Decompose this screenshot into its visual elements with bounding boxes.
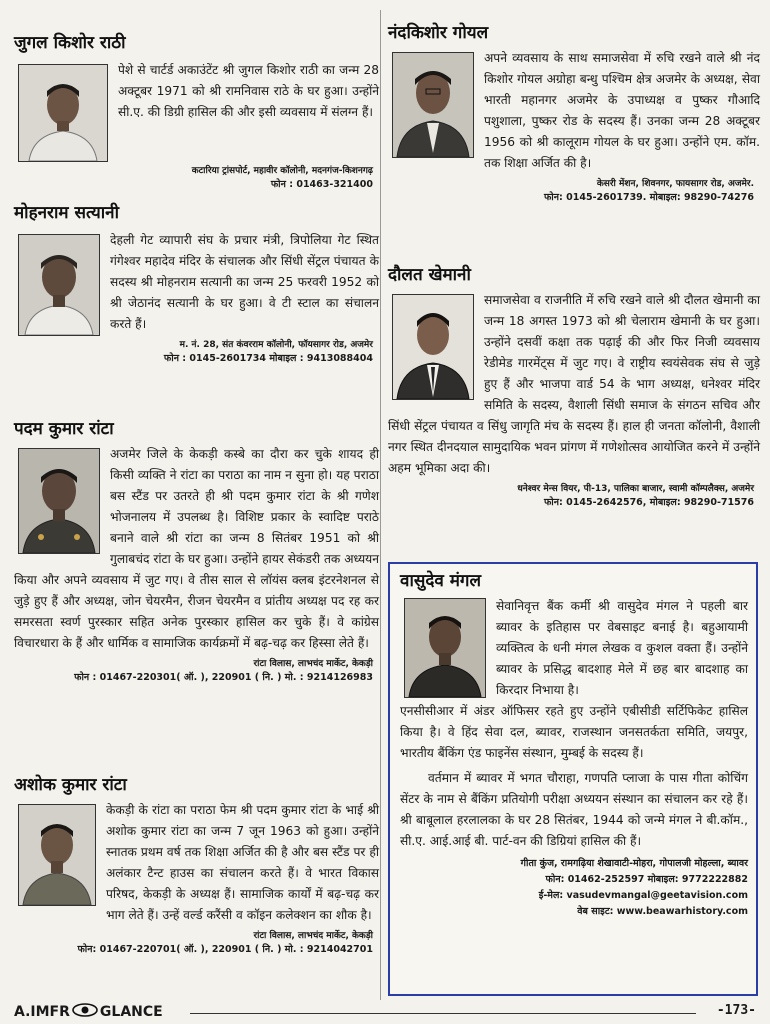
profile-ashok-kumar-ranta bbox=[14, 774, 379, 957]
profile-website[interactable]: वेब साइट: www.beawarhistory.com bbox=[577, 906, 748, 917]
profile-address: रांटा विलास, लाभचंद मार्केट, केकड़ी bbox=[253, 659, 373, 669]
page-footer bbox=[14, 1003, 756, 1021]
profile-address: केसरी मेंशन, शिवनगर, फायसागर रोड, अजमेर. bbox=[596, 179, 754, 189]
profile-nandkishor-goyal bbox=[388, 22, 760, 205]
profile-address: म. नं. 28, संत कंवरराम कॉलोनी, फॉयसागर रोड, अजमेर bbox=[179, 340, 373, 350]
profile-bio-paragraph-1: सेवानिवृत्त बैंक कर्मी श्री वासुदेव मंगल ने पहली बार ब्यावर के इतिहास पर वेबसाइट बनाई है। बहुआयामी व्यक्तित्व के धनी मंगल लेखक व कुशल वक्ता हैं। उन्होंने ब्यावर के प्रसिद्ध बादशाह मेले में छह बार बादशाह का किरदार निभाया है। bbox=[496, 599, 748, 697]
profile-padam-kumar-ranta bbox=[14, 418, 379, 685]
footer-rule bbox=[190, 1013, 696, 1014]
portrait-photo bbox=[18, 234, 100, 336]
page-number: -173- bbox=[716, 1003, 756, 1018]
portrait-photo bbox=[18, 64, 108, 162]
profile-bio-paragraph-3: वर्तमान में ब्यावर में भगत चौराहा, गणपति प्लाजा के पास गीता कोचिंग सेंटर के नाम से बैंकिंग प्रतियोगी परीक्षा अध्ययन संस्थान का संचालन कर रहे हैं। श्री बाबूलाल हरलालका के घर 28 सितंबर, 1944 को जन्मे मंगल ने बी.कॉम., सी.ए. आई.आई बी. पार्ट-वन की डिग्रियां हासिल की हैं। bbox=[400, 771, 748, 848]
profile-name: मोहनराम सत्यानी bbox=[14, 203, 119, 223]
eye-icon bbox=[72, 1003, 98, 1021]
profile-name: जुगल किशोर राठी bbox=[14, 33, 126, 53]
profile-name: पदम कुमार रांटा bbox=[14, 419, 114, 439]
profile-address: रांटा विलास, लाभचंद मार्केट, केकड़ी bbox=[253, 931, 373, 941]
profile-phone: फोन: 0145-2642576, मोबाइल: 98290-71576 bbox=[543, 497, 754, 508]
profile-phone: फोन : 0145-2601734 मोबाइल : 9413088404 bbox=[163, 353, 373, 364]
profile-name: वासुदेव मंगल bbox=[400, 571, 482, 591]
profile-bio: केकड़ी के रांटा का पराठा फेम श्री पदम कुमार रांटा के भाई श्री अशोक कुमार रांटा का जन्म 7 जून 1963 को हुआ। उन्होंने स्नातक प्रथम वर्ष तक शिक्षा अर्जित की है और बस स्टैंड पर ही अलंकार टैन्ट हाउस का संचालन करते हैं। वे भारत विकास परिषद, केकड़ी के अध्यक्ष हैं। सामाजिक कार्यों में बढ़-चढ़ कर भाग लेते हैं। उन्हें वर्ल्ड करैंसी व कॉइन कलेक्शन का शौक है। bbox=[106, 803, 379, 922]
profile-address: कटारिया ट्रांसपोर्ट, महावीर कॉलोनी, मदनगंज-किशनगढ़ bbox=[191, 166, 373, 176]
profile-vasudev-mangal-box bbox=[388, 562, 758, 996]
portrait-photo bbox=[392, 294, 474, 400]
profile-name: अशोक कुमार रांटा bbox=[14, 775, 127, 795]
profile-bio: समाजसेवा व राजनीति में रुचि रखने वाले श्री दौलत खेमानी का जन्म 18 अगस्त 1973 को श्री चेलाराम खेमानी के घर हुआ। उन्होंने दसवीं कक्षा तक पढ़ाई की और फिर निजी व्यवसाय रेडीमेड गारमेंट्स में जुट गए। वे राष्ट्रीय स्वयंसेवक संघ से जुड़े हुए हैं और भाजपा वार्ड 54 के भाग अध्यक्ष, धनेश्वर मंदिर समिति के सदस्य, वैशाली सिंधी समाज के संगठन सचिव और सिंधी सेंट्रल पंचायत व सिंधु जागृति मंच के सदस्य हैं। हाल ही जनता कॉलोनी, वैशाली नगर स्थित दीनदयाल सामुदायिक भवन प्रांगण में गणेशोत्सव आयोजित करने में उन्होंने अहम भूमिका अदा की। bbox=[388, 293, 760, 475]
profile-address: धनेश्वर मेन्स वियर, पी-13, पालिका बाजार, स्वामी कॉम्पलैक्स, अजमेर bbox=[517, 484, 754, 494]
profile-bio: अपने व्यवसाय के साथ समाजसेवा में रुचि रखने वाले श्री नंद किशोर गोयल अग्रोहा बन्धु पश्चिम क्षेत्र अजमेर के अध्यक्ष, सेवा भारती महानगर अजमेर के उपाध्यक्ष व पुष्कर गौआदि पशुशाला, पुष्कर रोड के सदस्य हैं। उनका जन्म 28 अक्टूबर 1956 को श्री कालूराम गोयल के घर हुआ। उन्होंने एम. कॉम. तक शिक्षा अर्जित की है। bbox=[484, 51, 760, 170]
column-divider bbox=[380, 10, 381, 1000]
profile-phone: फोन: 01467-220701( ऑ. ), 220901 ( नि. ) मो. : 9214042701 bbox=[77, 944, 373, 955]
profile-email[interactable]: ई-मेल: vasudevmangal@geetavision.com bbox=[538, 890, 748, 901]
profile-bio: देहली गेट व्यापारी संघ के प्रचार मंत्री, त्रिपोलिया गेट स्थित गंगेश्वर महादेव मंदिर के संचालक और सिंधी सेंट्रल पंचायत के सदस्य श्री मोहनराम सत्यानी का जन्म 25 फरवरी 1952 को श्री जेठानंद सत्यानी के घर हुआ। वे टी स्टाल का संचालन करते हैं। bbox=[110, 233, 379, 331]
profile-phone: फोन: 0145-2601739. मोबाइल: 98290-74276 bbox=[543, 192, 754, 203]
profile-bio-paragraph-2: एनसीसीआर में अंडर ऑफिसर रहते हुए उन्होंने एबीसीडी सर्टिफिकेट हासिल किया है। वे हिंद सेवा दल, ब्यावर, राजस्थान जनसतर्कता समिति, जयपुर, भारतीय बैंकिंग एंड फाइनेंस संस्थान, मुम्बई के सदस्य हैं। bbox=[400, 704, 748, 760]
profile-daulat-khemani bbox=[388, 264, 760, 510]
publication-logo bbox=[14, 1003, 163, 1021]
portrait-photo bbox=[404, 598, 486, 698]
profile-phone: फोन: 01462-252597 मोबाइल: 9772222882 bbox=[545, 874, 748, 885]
profile-phone: फोन : 01463-321400 bbox=[270, 179, 373, 190]
logo-text-left: A.IMFR bbox=[14, 1004, 70, 1020]
logo-text-right: GLANCE bbox=[99, 1004, 163, 1020]
profile-phone: फोन : 01467-220301( ऑ. ), 220901 ( नि. ) मो. : 9214126983 bbox=[74, 672, 373, 683]
portrait-photo bbox=[18, 804, 96, 906]
profile-bio: अजमेर जिले के केकड़ी कस्बे का दौरा कर चुके शायद ही किसी व्यक्ति ने रांटा का पराठा का नाम न सुना हो। यह पराठा बस स्टैंड पर उतरते ही श्री पदम कुमार रांटा के श्री गणेश भोजनालय में उपलब्ध है। विशिष्ट प्रकार के स्वादिष्ट पराठे बनाने वाले श्री रांटा का जन्म 8 सितंबर 1951 को श्री गुलाबचंद रांटा के घर हुआ। उन्होंने हायर सेकंडरी तक अध्ययन किया और अपने व्यवसाय में जुट गए। वे तीस साल से लॉयंस क्लब इंटरनेशनल से जुड़े हुए हैं और अध्यक्ष, जोन चेयरमैन, रीजन चेयरमैन व प्रांतीय अध्यक्ष पद रह कर समरसता स्वर्ण पुरस्कार सहित अनेक पुरस्कार हासिल कर चुके हैं। वे कांग्रेस विचारधारा के हैं और धार्मिक व सामाजिक कार्यक्रमों में बढ़-चढ़ कर हिस्सा लेते हैं। bbox=[14, 447, 379, 650]
portrait-photo bbox=[392, 52, 474, 158]
profile-mohanram-satyani bbox=[14, 202, 379, 366]
profile-name: नंदकिशोर गोयल bbox=[388, 23, 489, 43]
profile-name: दौलत खेमानी bbox=[388, 265, 471, 285]
portrait-photo bbox=[18, 448, 100, 554]
profile-address: गीता कुंज, रामगढ़िया शेखावाटी-मोहरा, गोपालजी मोहल्ला, ब्यावर bbox=[520, 858, 748, 869]
profile-bio: पेशे से चार्टर्ड अकाउंटेंट श्री जुगल किशोर राठी का जन्म 28 अक्टूबर 1971 को श्री रामनिवास राठे के घर हुआ। उन्होंने सी.ए. की डिग्री हासिल की और इसी व्यवसाय में संलग्न हैं। bbox=[118, 63, 379, 119]
profile-jugal-kishor-rathi bbox=[14, 32, 379, 192]
